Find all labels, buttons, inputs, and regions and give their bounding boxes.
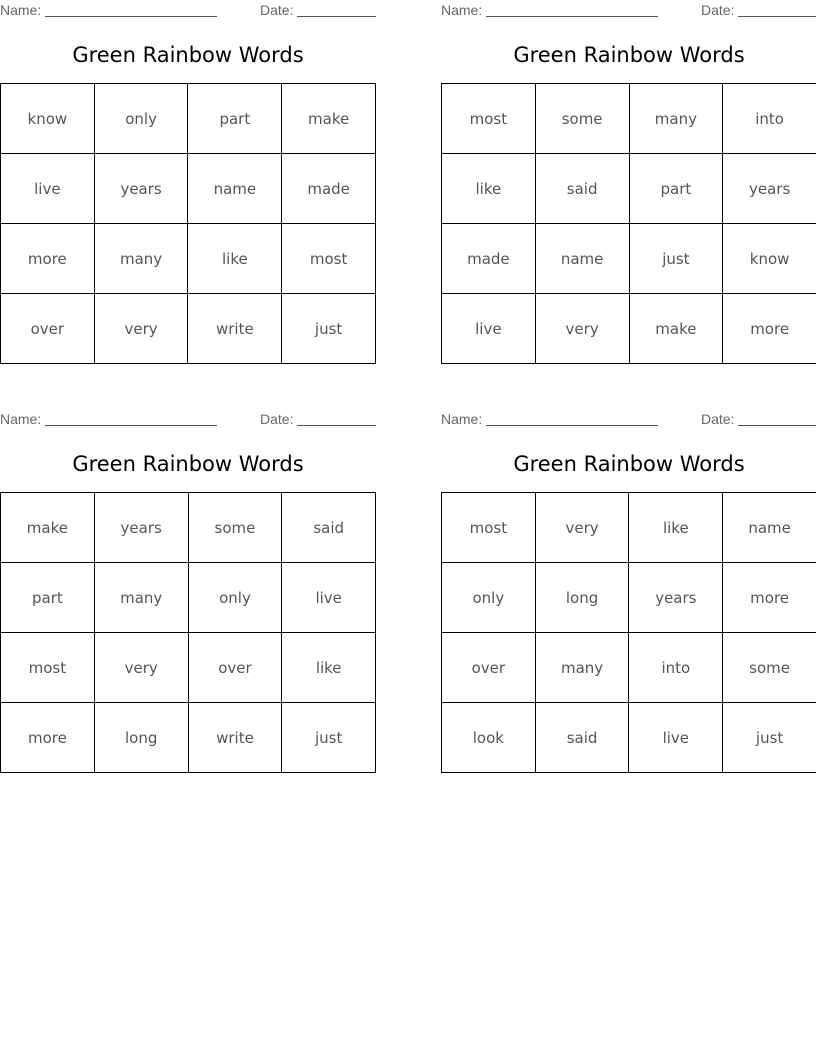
name-blank-line: [486, 425, 658, 426]
word-cell: some: [535, 84, 629, 154]
grid-row: [1, 224, 376, 294]
name-label: Name:: [441, 411, 483, 427]
word-cell: very: [94, 294, 188, 364]
word-cell: more: [723, 294, 816, 364]
word-cell: very: [535, 294, 629, 364]
word-cell: make: [629, 294, 723, 364]
word-cell: like: [629, 493, 723, 563]
word-cell: name: [188, 154, 282, 224]
word-cell: most: [442, 493, 536, 563]
word-cell: name: [723, 493, 816, 563]
word-cell: said: [282, 493, 376, 563]
word-cell: only: [188, 563, 282, 633]
word-cell: look: [442, 703, 536, 773]
word-cell: long: [94, 703, 188, 773]
word-cell: years: [629, 563, 723, 633]
word-cell: just: [282, 294, 376, 364]
word-cell: years: [723, 154, 816, 224]
grid-row: [442, 703, 816, 773]
card-title: Green Rainbow Words: [513, 43, 745, 67]
word-cell: long: [535, 563, 629, 633]
word-cell: very: [94, 633, 188, 703]
word-cell: just: [282, 703, 376, 773]
date-blank-line: [297, 16, 376, 17]
word-grid: [0, 492, 376, 773]
word-cell: live: [629, 703, 723, 773]
word-cell: most: [282, 224, 376, 294]
word-cell: write: [188, 703, 282, 773]
word-grid: [441, 492, 816, 773]
word-cell: make: [1, 493, 95, 563]
grid-row: [1, 633, 376, 703]
word-cell: many: [94, 563, 188, 633]
word-cell: more: [1, 703, 95, 773]
word-cell: live: [442, 294, 536, 364]
grid-row: [1, 563, 376, 633]
grid-row: [442, 84, 816, 154]
word-cell: like: [442, 154, 536, 224]
card-title: Green Rainbow Words: [72, 452, 304, 476]
grid-row: [442, 493, 816, 563]
word-cell: many: [629, 84, 723, 154]
date-blank-line: [297, 425, 376, 426]
word-cell: just: [629, 224, 723, 294]
word-cell: more: [1, 224, 95, 294]
word-cell: said: [535, 154, 629, 224]
grid-row: [442, 633, 816, 703]
word-cell: write: [188, 294, 282, 364]
grid-row: [1, 493, 376, 563]
name-date-row: [0, 2, 376, 20]
name-blank-line: [486, 16, 658, 17]
name-label: Name:: [0, 411, 42, 427]
word-cell: into: [629, 633, 723, 703]
card-title: Green Rainbow Words: [72, 43, 304, 67]
name-blank-line: [45, 425, 217, 426]
grid-row: [1, 154, 376, 224]
word-cell: some: [723, 633, 816, 703]
name-blank-line: [45, 16, 217, 17]
grid-row: [442, 224, 816, 294]
date-label: Date:: [701, 2, 735, 18]
word-cell: over: [1, 294, 95, 364]
grid-row: [1, 294, 376, 364]
word-cell: years: [94, 154, 188, 224]
word-cell: made: [442, 224, 536, 294]
word-grid: [441, 83, 816, 364]
word-cell: many: [535, 633, 629, 703]
word-cell: know: [723, 224, 816, 294]
name-label: Name:: [441, 2, 483, 18]
word-cell: years: [94, 493, 188, 563]
word-cell: only: [442, 563, 536, 633]
grid-row: [442, 294, 816, 364]
name-date-row: [0, 411, 376, 429]
word-cell: part: [629, 154, 723, 224]
word-cell: said: [535, 703, 629, 773]
date-blank-line: [738, 425, 816, 426]
word-cell: part: [1, 563, 95, 633]
word-cell: most: [1, 633, 95, 703]
date-label: Date:: [701, 411, 735, 427]
word-cell: live: [282, 563, 376, 633]
word-cell: over: [188, 633, 282, 703]
grid-row: [442, 563, 816, 633]
grid-row: [1, 703, 376, 773]
name-date-row: [441, 2, 816, 20]
word-cell: more: [723, 563, 816, 633]
name-date-row: [441, 411, 816, 429]
name-label: Name:: [0, 2, 42, 18]
word-cell: over: [442, 633, 536, 703]
date-label: Date:: [260, 2, 294, 18]
word-cell: like: [188, 224, 282, 294]
date-label: Date:: [260, 411, 294, 427]
date-blank-line: [738, 16, 816, 17]
word-cell: just: [723, 703, 816, 773]
word-cell: some: [188, 493, 282, 563]
word-cell: very: [535, 493, 629, 563]
word-cell: part: [188, 84, 282, 154]
word-cell: know: [1, 84, 95, 154]
word-cell: make: [282, 84, 376, 154]
card-title: Green Rainbow Words: [513, 452, 745, 476]
word-cell: live: [1, 154, 95, 224]
word-cell: made: [282, 154, 376, 224]
word-cell: like: [282, 633, 376, 703]
grid-row: [442, 154, 816, 224]
word-grid: [0, 83, 376, 364]
word-cell: into: [723, 84, 816, 154]
grid-row: [1, 84, 376, 154]
word-cell: many: [94, 224, 188, 294]
word-cell: most: [442, 84, 536, 154]
word-cell: name: [535, 224, 629, 294]
word-cell: only: [94, 84, 188, 154]
